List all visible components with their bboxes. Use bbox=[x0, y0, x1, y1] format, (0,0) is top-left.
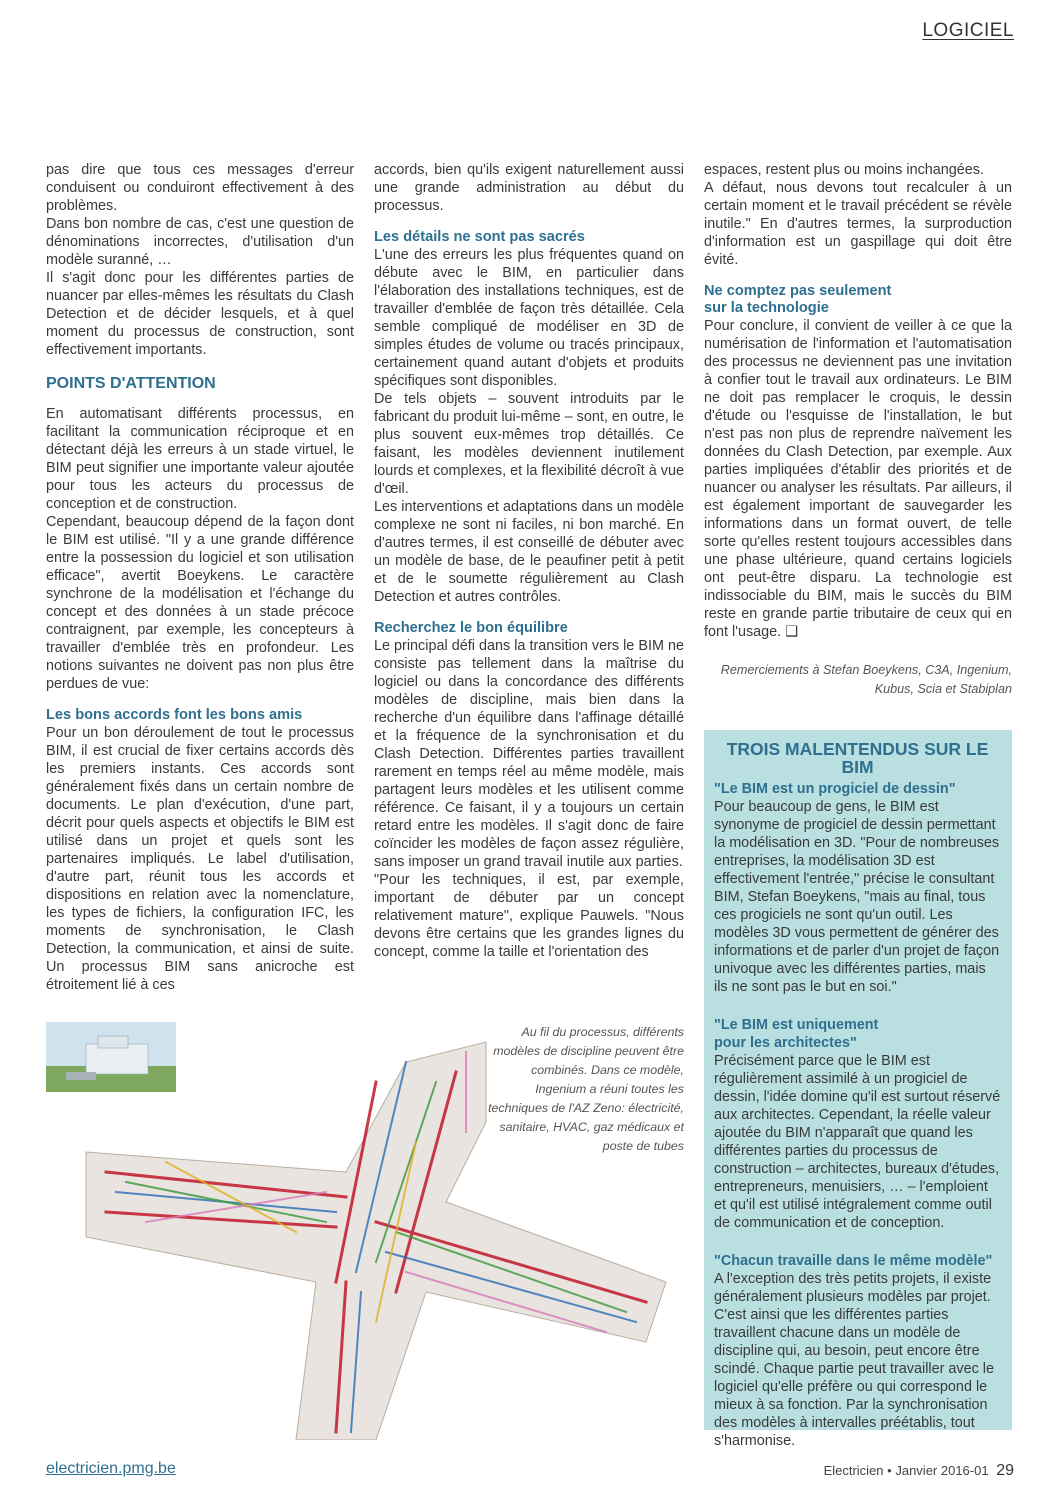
paragraph: A défaut, nous devons tout recalculer à un certain moment et le travail précédent se révèle inutile." En d'autres termes, la surproduction d'information est un gaspillage qui doit être évité. bbox=[704, 180, 1012, 268]
paragraph: L'une des erreurs les plus fréquentes quand on débute avec le BIM, en particulier dans l'élaboration des installations techniques, est de travailler d'emblée de façon très détaillée. Cela semble compliqué de modéliser en 3D de simples études de volume ou tracés principaux, certainement quand autant d'objets et produits spécifiques sont disponibles. bbox=[374, 247, 684, 389]
footer-website-link[interactable]: electricien.pmg.be bbox=[46, 1460, 176, 1477]
subheading: Les détails ne sont pas sacrés bbox=[374, 229, 585, 245]
sidebar-question: "Le BIM est un progiciel de dessin" bbox=[714, 781, 956, 797]
subheading-line: Ne comptez pas seulement bbox=[704, 283, 892, 299]
footer-issue: Janvier 2016-01 bbox=[895, 1463, 989, 1478]
sidebar-question bbox=[714, 1016, 1001, 1052]
paragraph: Il s'agit donc pour les différentes parties de nuancer par elles-mêmes les résultats du Clash Detection et de décider lesquels, et à quel moment du processus de construction, sont effectivement importants. bbox=[46, 270, 354, 358]
footer-magazine: Electricien bbox=[823, 1463, 884, 1478]
acknowledgements-line: Kubus, Scia et Stabiplan bbox=[874, 682, 1012, 696]
sidebar-answer: Pour beaucoup de gens, le BIM est synonyme de progiciel de dessin permettant la modélisation en 3D. "Pour de nombreuses entreprises, la modélisation 3D est effectivement l'entrée," précise le consultant BIM, Stefan Boeykens, "mais au final, tous ces progiciels ne sont qu'un outil. Les modèles 3D vous permettent de générer des informations et de parler d'un projet de façon univoque avec les différentes parties, mais ils ne sont pas le but en soi." bbox=[714, 799, 1000, 995]
section-heading: POINTS D'ATTENTION bbox=[46, 375, 216, 392]
sidebar-title: TROIS MALENTENDUS SUR LE BIM bbox=[726, 739, 989, 777]
acknowledgements-line: Remerciements à Stefan Boeykens, C3A, Ingenium, bbox=[720, 663, 1012, 677]
paragraph: En automatisant différents processus, en facilitant la communication réciproque et en détectant déjà les erreurs à un stade virtuel, le BIM peut signifier une importante valeur ajoutée pour tous les acteurs du processus de conception et de construction. bbox=[46, 406, 354, 512]
paragraph-text: Pour conclure, il convient de veiller à ce que la numérisation de l'information et l'automatisation des processus ne deviennent pas une invitation à confier tout le travail aux ordinateurs. Le BIM ne doit pas remplacer le croquis, le dessin d'étude ou l'esquisse de l'installation, le but n'est pas non plus de reprendre naïvement les données du Clash Detection, par exemple. Aux parties impliquées d'établir des priorités et de nuancer ou analyser les résultats. Par ailleurs, il est également important de sauvegarder les informations dans un format ouvert, de telle sorte qu'elles restent toujours accessibles dans une phase ultérieure, quand certains logiciels ont peut-être disparu. La technologie est indissociable du BIM, mais le succès du BIM reste en grande partie tributaire de ceux qui en font l'usage. bbox=[704, 318, 1012, 640]
acknowledgements bbox=[704, 661, 1012, 699]
paragraph: accords, bien qu'ils exigent naturellement aussi une grande administration au début du processus. bbox=[374, 162, 684, 214]
paragraph: "Pour les techniques, il est, par exemple, important de débuter par un concept relativement mature", explique Pauwels. "Nous devons être certains que les grandes lignes du concept, comme la taille et l'orientation des bbox=[374, 872, 684, 960]
paragraph: Dans bon nombre de cas, c'est une question de dénominations incorrectes, d'utilisation d'un modèle suranné, … bbox=[46, 216, 354, 268]
article-column-1 bbox=[46, 161, 354, 994]
sidebar-answer: A l'exception des très petits projets, il existe généralement plusieurs modèles par projet. C'est ainsi que les différentes parties travaillent chacune dans un modèle de discipline qui, au besoin, peut encore être scindé. Chaque partie peut travailler avec le logiciel qu'elle préfère ou qui correspond le mieux à sa fonction. Par la synchronisation des modèles à intervalles préétablis, tout s'harmonise. bbox=[714, 1271, 994, 1449]
subheading bbox=[704, 283, 1012, 317]
paragraph: pas dire que tous ces messages d'erreur conduisent ou conduiront effectivement à des problèmes. bbox=[46, 162, 354, 214]
sidebar-question-line: pour les architectes" bbox=[714, 1035, 857, 1051]
page-number: 29 bbox=[996, 1462, 1014, 1479]
article-column-3 bbox=[704, 161, 1012, 699]
paragraph: espaces, restent plus ou moins inchangées. bbox=[704, 162, 984, 178]
sidebar-question: "Chacun travaille dans le même modèle" bbox=[714, 1253, 993, 1269]
paragraph: Les interventions et adaptations dans un modèle complexe ne sont ni faciles, ni bon marché. En d'autres termes, il est conseillé de débuter avec un modèle de base, de le peaufiner petit à petit et de le soumette régulièrement au Clash Detection et autres contrôles. bbox=[374, 499, 684, 605]
paragraph: Pour un bon déroulement de tout le processus BIM, il est crucial de fixer certains accords dès les premiers instants. Ces accords sont généralement fixés dans un certain nombre de documents. Le plan d'exécution, d'une part, décrit pour quels aspects et objectifs le BIM est utilisé dans un projet et quels sont les partenaires impliqués. Le label d'utilisation, d'autre part, réunit tous les accords et dispositions en relation avec la nomenclature, les types de fichiers, la configuration IFC, les moments de synchronisation, le Clash Detection, la communication, et ainsi de suite. Un processus BIM sans anicroche est étroitement lié à ces bbox=[46, 725, 354, 993]
footer-bullet: • bbox=[887, 1463, 892, 1478]
sidebar-answer: Précisément parce que le BIM est régulièrement assimilé à un progiciel de dessin, l'idée domine qu'il est surtout réservé aux architectes. Cependant, la réelle valeur ajoutée du BIM n'apparaît que quand les différentes parties du processus de construction – architectes, bureaux d'études, entrepreneurs, menuisiers, … – l'emploient et qu'il est utilisé intégralement comme outil de communication et de conception. bbox=[714, 1053, 1001, 1231]
sidebar-box bbox=[704, 730, 1012, 1449]
end-mark-icon: ❑ bbox=[785, 624, 799, 640]
building-photo bbox=[46, 1022, 176, 1092]
subheading-line: sur la technologie bbox=[704, 300, 829, 316]
subheading: Recherchez le bon équilibre bbox=[374, 620, 568, 636]
paragraph: Le principal défi dans la transition vers le BIM ne consiste pas tellement dans la maîtrise du logiciel ou dans la concordance des différents modèles de discipline, mais bien dans la recherche d'un équilibre dans l'affinage détaillé et la fréquence de la synchronisation et du Clash Detection. Différentes parties travaillent rarement en temps réel au même modèle, mais partagent leurs modèles et les utilisent comme référence. Ce faisant, il y a toujours un certain retard entre les modèles. Il s'agit donc de faire coïncider les modèles de façon assez régulière, sans imposer un grand travail inutile aux parties. bbox=[374, 638, 684, 870]
footer-issue-info bbox=[824, 1462, 1014, 1480]
paragraph: De tels objets – souvent introduits par le fabricant du produit lui-même – sont, en outre, le plus souvent eux-mêmes trop détaillés. Ce faisant, les modèles deviennent inutilement lourds et complexes, et la flexibilité décroît à vue d'œil. bbox=[374, 391, 684, 497]
paragraph: Cependant, beaucoup dépend de la façon dont le BIM est utilisé. "Il y a une grande différence entre la possession du logiciel et son utilisation efficace", avertit Boeykens. Le caractère synchrone de la modélisation et l'échange du concept et des données à un stade précoce contraignent, par exemple, les concepteurs à travailler d'emblée très en profondeur. Les notions suivantes ne doivent pas non plus être perdues de vue: bbox=[46, 514, 354, 692]
subheading: Les bons accords font les bons amis bbox=[46, 707, 303, 723]
sidebar-question-line: "Le BIM est uniquement bbox=[714, 1017, 879, 1033]
paragraph bbox=[704, 317, 1012, 641]
article-column-2 bbox=[374, 161, 684, 961]
figure-caption: Au fil du processus, différents modèles de discipline peuvent être combinés. Dans ce modèle, Ingenium a réuni toutes les techniques de l'AZ Zeno: électricité, sanitaire, HVAC, gaz médicaux et poste de tubes bbox=[488, 1025, 684, 1153]
section-label: LOGICIEL bbox=[922, 20, 1014, 41]
